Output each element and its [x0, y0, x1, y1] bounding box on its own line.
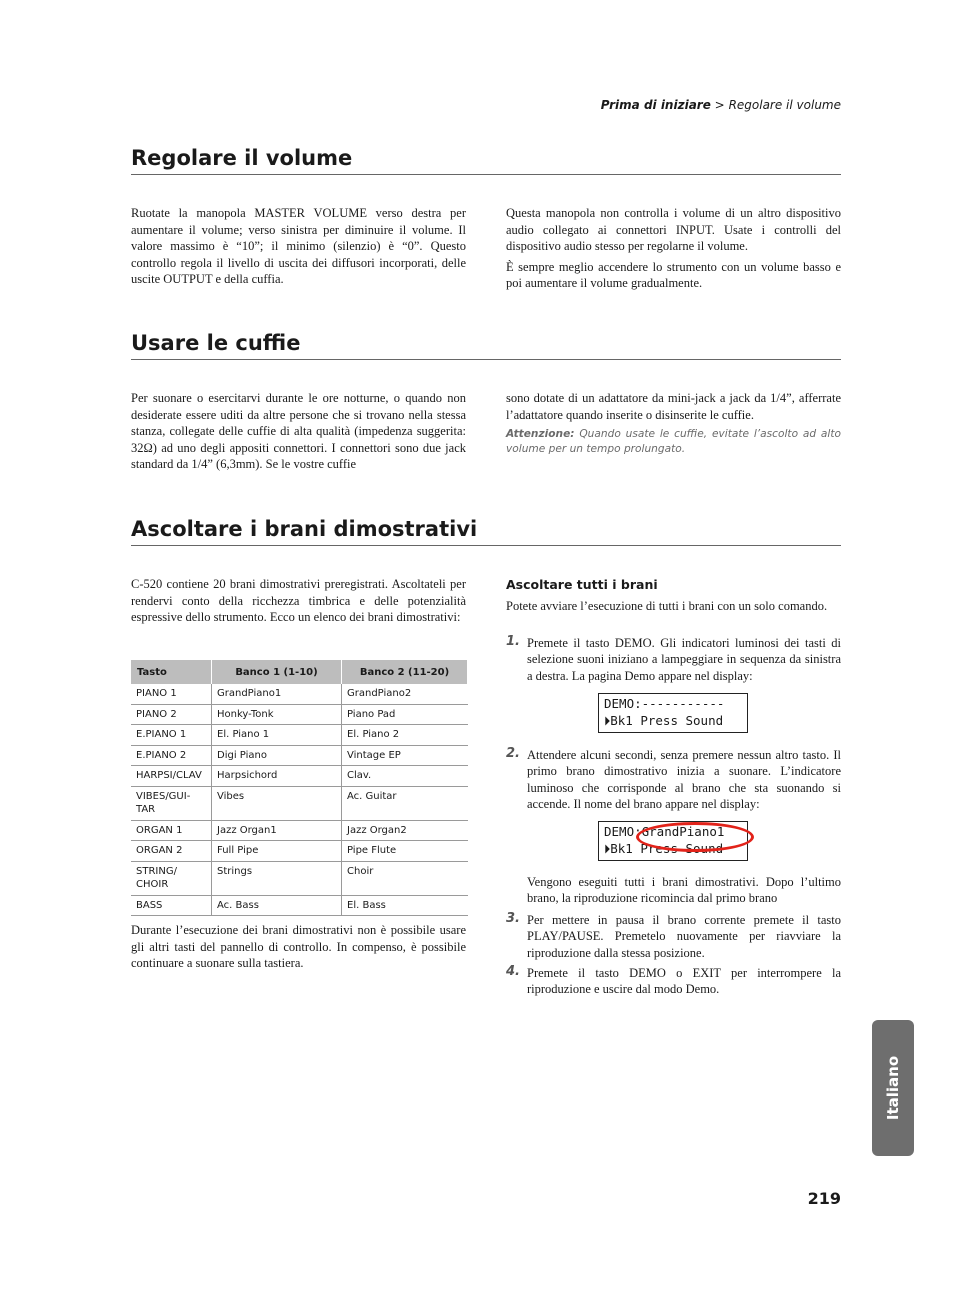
table-cell: Digi Piano [212, 745, 342, 766]
table-cell: GrandPiano2 [342, 684, 468, 704]
lcd-line: DEMO:GrandPiano1 [604, 824, 725, 839]
table-cell: HARPSI/CLAV [131, 766, 212, 787]
demo-lead [506, 598, 841, 619]
table-cell: Ac. Bass [212, 895, 342, 916]
table-cell: ORGAN 2 [131, 841, 212, 862]
step-text: Premete il tasto DEMO. Gli indicatori luminosi dei tasti di selezione suoni iniziano a lampeggiare in sequenza da sinistra a destra. La pagina Demo appare nel display: [527, 636, 841, 683]
header-page: Regolare il volume [728, 98, 841, 112]
table-cell: El. Bass [342, 895, 468, 916]
table-cell: Full Pipe [212, 841, 342, 862]
step-4 [506, 965, 841, 998]
table-row [131, 745, 468, 766]
table-cell: ORGAN 1 [131, 820, 212, 841]
table-cell: PIANO 2 [131, 704, 212, 725]
table-cell: Piano Pad [342, 704, 468, 725]
running-header [601, 98, 841, 112]
table-cell: Strings [212, 861, 342, 895]
table-row [131, 704, 468, 725]
table-cell: Pipe Flute [342, 841, 468, 862]
step-number: 1. [506, 634, 520, 649]
table-cell: Clav. [342, 766, 468, 787]
table-cell: STRING/ CHOIR [131, 861, 212, 895]
table-cell: PIANO 1 [131, 684, 212, 704]
table-row [131, 684, 468, 704]
step-number: 2. [506, 746, 520, 761]
heading-demo: Ascoltare i brani dimostrativi [131, 517, 841, 546]
table-header: Tasto [131, 660, 212, 684]
table-cell: Vintage EP [342, 745, 468, 766]
table-cell: BASS [131, 895, 212, 916]
demo-outro-paragraph: Durante l’esecuzione dei brani dimostrativi non è possibile usare gli altri tasti del pannello di controllo. In compenso, è possibile continuare a suonare sulla tastiera. [131, 923, 466, 971]
demo-lead-paragraph: Potete avviare l’esecuzione di tutti i brani con un solo comando. [506, 599, 828, 613]
table-cell: Ac. Guitar [342, 786, 468, 820]
step-number: 4. [506, 964, 520, 979]
headphones-paragraph: sono dotate di un adattatore da mini-jack a jack da 1/4”, afferrate l’adattatore quando inserite o disinserite le cuffie. [506, 391, 841, 422]
lcd-line: ⏵Bk1 Press Sound [604, 713, 724, 728]
page-number: 219 [807, 1189, 841, 1208]
language-tab [872, 1020, 914, 1156]
step-1 [506, 635, 841, 684]
heading-volume: Regolare il volume [131, 146, 841, 175]
table-cell: Honky-Tonk [212, 704, 342, 725]
lcd-display-demo [598, 693, 748, 733]
table-header: Banco 2 (11-20) [342, 660, 468, 684]
table-cell: Jazz Organ2 [342, 820, 468, 841]
subheading-all-songs: Ascoltare tutti i brani [506, 577, 658, 592]
warning-text: Quando usate le cuffie, evitate l’ascolto ad alto volume per un tempo prolungato. [506, 428, 841, 456]
step-3 [506, 912, 841, 961]
headphones-paragraph: Per suonare o esercitarvi durante le ore notturne, o quando non desiderate essere uditi da altre persone che si trovano nella stessa stanza, collegate delle cuffie di alta qualità (impedenza suggerita: 32Ω) ad uno degli appositi connettori. I connettori sono due jack standard da 1/4” (6,3mm). Se le vostre cuffie [131, 391, 466, 472]
table-cell: Jazz Organ1 [212, 820, 342, 841]
demo-intro-paragraph: C-520 contiene 20 brani dimostrativi preregistrati. Ascoltateli per rendervi conto della ricchezza timbrica e delle potenzialità espressive dello strumento. Ecco un elenco dei brani dimostrativi: [131, 577, 466, 625]
table-cell: Harpsichord [212, 766, 342, 787]
heading-headphones: Usare le cuffie [131, 331, 841, 360]
headphones-left-column [131, 390, 466, 477]
headphones-right-column [506, 390, 841, 457]
step-text: Attendere alcuni secondi, senza premere nessun altro tasto. Il primo brano dimostrativo inizia a suonare. L’indicatore luminoso che corrisponde al brano che sta suonando si accende. Il nome del brano appare nel display: [527, 748, 841, 812]
table-cell: Choir [342, 861, 468, 895]
volume-paragraph: Ruotate la manopola MASTER VOLUME verso destra per aumentare il volume; verso sinistra per diminuire il volume. Il valore massimo è “10”; il minimo (silenzio) è “0”. Questo controllo regola il livello di uscita dei diffusori incorporati, delle uscite OUTPUT e della cuffia. [131, 206, 466, 287]
demo-outro [131, 922, 466, 976]
step-2-result [506, 874, 841, 907]
step-number: 3. [506, 911, 520, 926]
step-2 [506, 747, 841, 813]
table-cell: Vibes [212, 786, 342, 820]
warning-label: Attenzione: [506, 428, 575, 441]
table-row [131, 786, 468, 820]
lcd-line: ⏵Bk1 Press Sound [604, 841, 724, 856]
table-header-row [131, 660, 468, 684]
table-row [131, 841, 468, 862]
headphones-warning [506, 427, 841, 457]
lcd-line: DEMO:----------- [604, 696, 725, 711]
volume-left-column [131, 205, 466, 292]
demo-songs-table [131, 660, 468, 916]
highlight-circle [636, 822, 754, 852]
table-row [131, 895, 468, 916]
header-separator: > [714, 98, 725, 112]
table-cell: E.PIANO 1 [131, 725, 212, 746]
table-row [131, 766, 468, 787]
volume-right-column [506, 205, 841, 296]
step-text: Premete il tasto DEMO o EXIT per interrompere la riproduzione e uscire dal modo Demo. [527, 966, 841, 997]
header-section: Prima di iniziare [600, 98, 711, 112]
step-text: Vengono eseguiti tutti i brani dimostrativi. Dopo l’ultimo brano, la riproduzione ricomincia dal primo brano [527, 875, 841, 906]
demo-intro [131, 576, 466, 630]
table-row [131, 725, 468, 746]
language-tab-label: Italiano [884, 1055, 902, 1121]
table-row [131, 820, 468, 841]
table-header: Banco 1 (1-10) [212, 660, 342, 684]
table-cell: El. Piano 1 [212, 725, 342, 746]
step-text: Per mettere in pausa il brano corrente premete il tasto PLAY/PAUSE. Premetelo nuovamente per riavviare la riproduzione dalla stessa posizione. [527, 913, 841, 960]
table-cell: GrandPiano1 [212, 684, 342, 704]
table-row [131, 861, 468, 895]
table-cell: VIBES/GUI- TAR [131, 786, 212, 820]
table-cell: El. Piano 2 [342, 725, 468, 746]
table-cell: E.PIANO 2 [131, 745, 212, 766]
volume-paragraph: È sempre meglio accendere lo strumento con un volume basso e poi aumentare il volume gradualmente. [506, 259, 841, 291]
volume-paragraph: Questa manopola non controlla i volume di un altro dispositivo audio collegato ai connettori INPUT. Usate i controlli del dispositivo audio stesso per regolarne il volume. [506, 206, 841, 254]
